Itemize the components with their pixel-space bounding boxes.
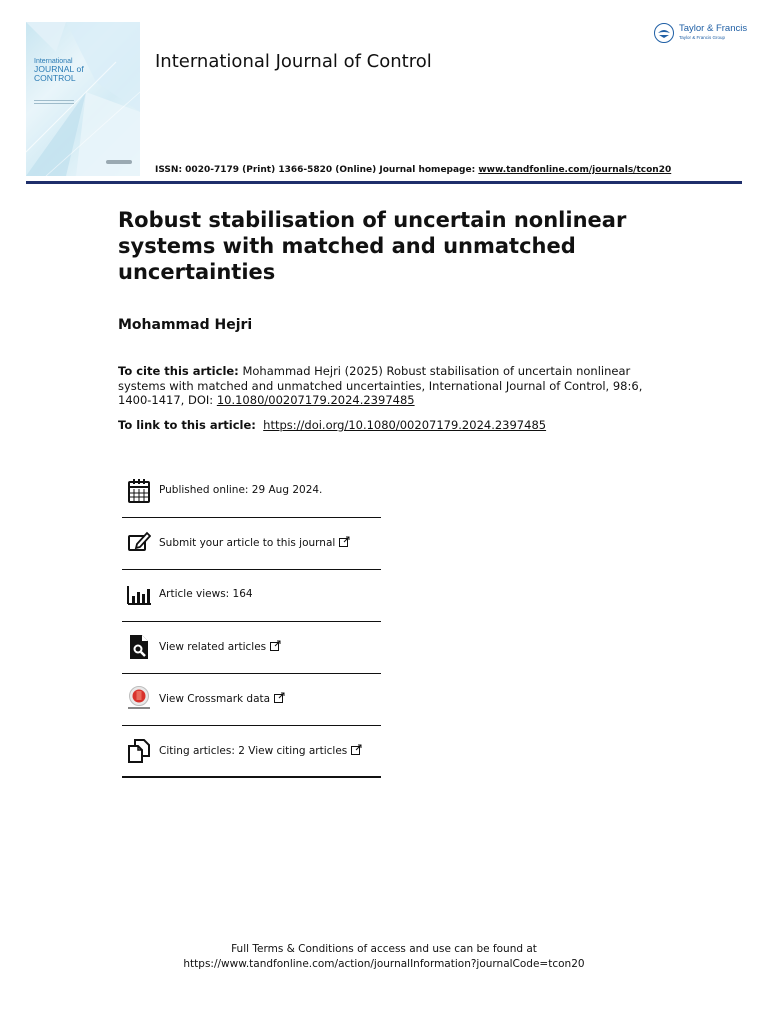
cover-title-line-1: International [34,58,73,65]
published-online-item [122,466,381,518]
search-document-icon [127,634,151,660]
journal-cover-image [26,22,140,176]
crossmark-text: View Crossmark data [159,693,271,705]
cover-publisher-mark [106,160,132,164]
issn-text: ISSN: 0020-7179 (Print) 1366-5820 (Online) Journal homepage: [155,165,479,175]
external-link-icon [274,692,285,703]
crossmark-icon [127,686,151,712]
article-author: Mohammad Hejri [118,317,253,333]
citation-doi-link[interactable]: 10.1080/00207179.2024.2397485 [216,393,415,407]
cover-title-line-3: CONTROL [34,72,76,83]
cover-title-line-2: JOURNAL of [34,64,84,74]
article-link-line [118,418,546,432]
article-title: Robust stabilisation of uncertain nonlinear systems with matched and unmatched uncertainties [118,208,627,284]
submit-article-text: Submit your article to this journal [159,537,336,549]
article-views-text: Article views: 164 [159,588,253,600]
related-articles-link[interactable] [159,640,281,653]
submit-article-link[interactable] [159,536,350,549]
citation-label: To cite this article: [118,364,239,378]
related-articles-text: View related articles [159,641,267,653]
external-link-icon [351,744,362,755]
cover-background-art [26,22,140,176]
citation-block [118,364,648,408]
citing-articles-text: Citing articles: 2 View citing articles [159,745,348,757]
publisher-group: Taylor & Francis Group [679,35,726,40]
bar-chart-icon [127,582,151,608]
issn-line [155,165,671,175]
header-rule [26,181,742,184]
calendar-icon [127,478,151,504]
external-link-icon [270,640,281,651]
crossmark-item[interactable] [122,674,381,726]
article-doi-url-link[interactable]: https://doi.org/10.1080/00207179.2024.2397485 [263,418,547,432]
article-link-label: To link to this article: [118,418,256,432]
journal-name: International Journal of Control [155,51,432,72]
submit-article-item[interactable] [122,518,381,570]
related-articles-item[interactable] [122,622,381,674]
citing-articles-item[interactable] [122,726,381,778]
footer-terms-line-1: Full Terms & Conditions of access and use can be found at [231,943,537,955]
external-link-icon [339,536,350,547]
citation-text: Mohammad Hejri (2025) Robust stabilisation of uncertain nonlinear systems with matched and unmatched uncertainties, International Journal of Control, 98:6, 1400-1417, DOI: [118,364,643,407]
footer-terms-link[interactable]: https://www.tandfonline.com/action/journalInformation?journalCode=tcon20 [183,958,585,970]
cover-divider [34,100,74,104]
citing-articles-icon [127,738,151,764]
article-views-item [122,570,381,622]
footer-terms [0,942,768,972]
article-info-list [122,466,381,778]
citing-articles-link[interactable] [159,744,362,757]
journal-homepage-link[interactable]: www.tandfonline.com/journals/tcon20 [478,165,672,175]
edit-icon [127,530,151,556]
publisher-logo[interactable] [654,21,749,47]
crossmark-link[interactable] [159,692,285,705]
published-online-text: Published online: 29 Aug 2024. [159,484,323,496]
publisher-name: Taylor & Francis [679,23,748,34]
taylor-francis-logo-icon [654,23,674,43]
cover-title [34,58,104,82]
